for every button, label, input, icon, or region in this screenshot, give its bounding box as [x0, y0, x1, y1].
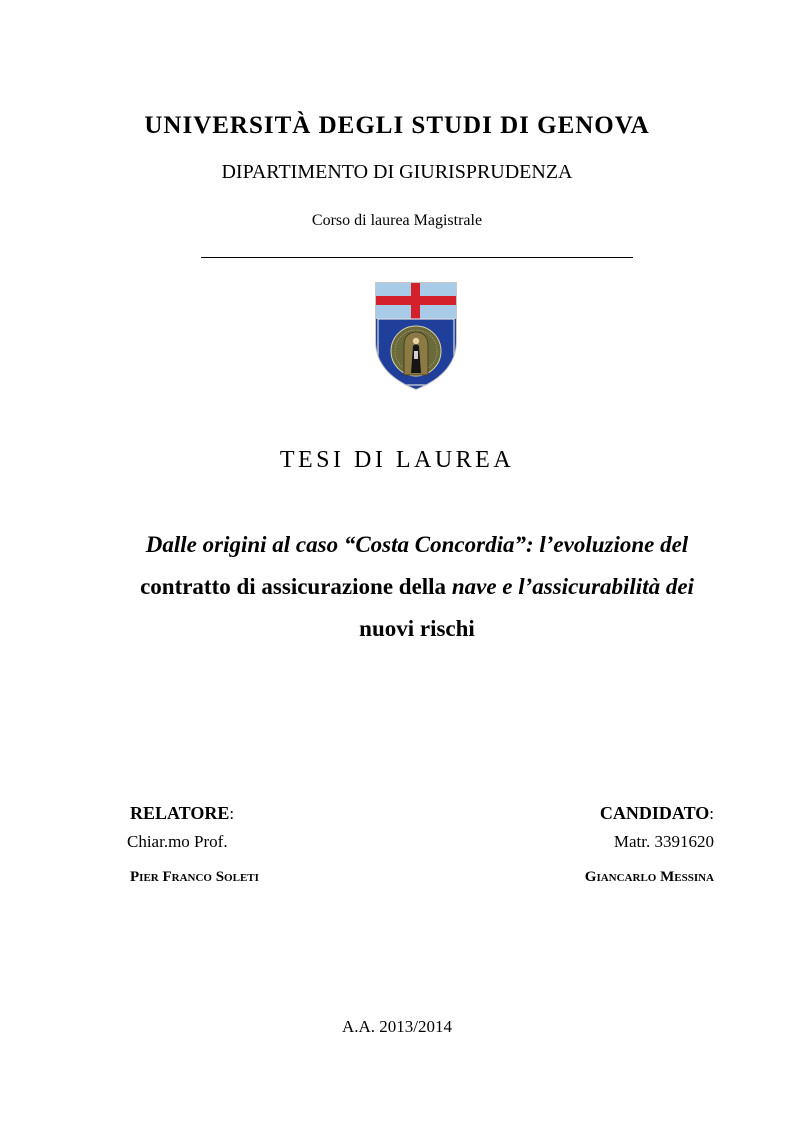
university-coat-of-arms-icon	[374, 281, 458, 391]
relatore-label: RELATORE	[130, 803, 230, 823]
candidato-colon: :	[709, 804, 714, 823]
relatore-name: Pier Franco Soleti	[130, 869, 259, 885]
relatore-title: Chiar.mo Prof.	[127, 832, 228, 851]
candidato-heading	[600, 803, 714, 824]
relatore-heading	[130, 803, 234, 824]
course-name: Corso di laurea Magistrale	[311, 212, 483, 229]
university-name: UNIVERSITÀ DEGLI STUDI DI GENOVA	[144, 112, 650, 139]
department-name: DIPARTIMENTO DI GIURISPRUDENZA	[221, 161, 573, 183]
candidato-matricola: Matr. 3391620	[613, 832, 714, 851]
thesis-title	[110, 524, 724, 650]
thesis-title-line-3: nuovi rischi	[359, 616, 475, 641]
thesis-title-line-2-plain: contratto di assicurazione della	[140, 574, 452, 599]
academic-year: A.A. 2013/2014	[341, 1017, 453, 1036]
candidato-label: CANDIDATO	[599, 803, 710, 823]
thesis-label: TESI DI LAUREA	[279, 447, 515, 473]
header-divider	[201, 257, 633, 258]
relatore-colon: :	[229, 804, 235, 823]
thesis-title-line-1: Dalle origini al caso “Costa Concordia”: l’evoluzione del	[145, 532, 689, 557]
thesis-title-line-2-italic: nave e l’assicurabilità dei	[451, 574, 694, 599]
candidato-name: Giancarlo Messina	[584, 869, 714, 885]
